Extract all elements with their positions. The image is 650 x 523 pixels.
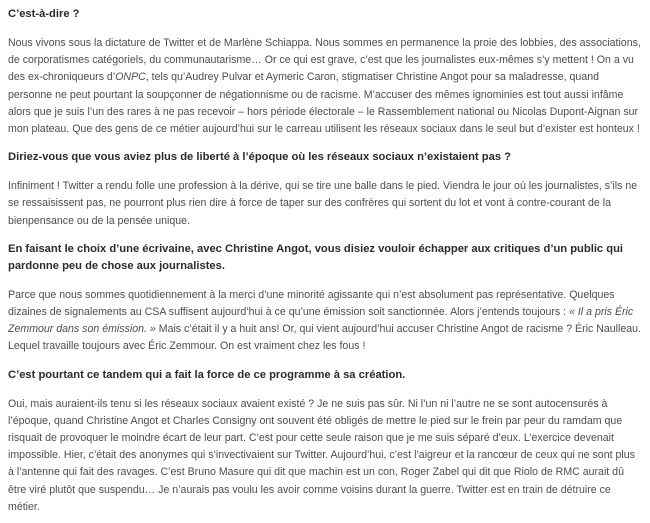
- interview-answer: [8, 35, 642, 138]
- interview-answer: [8, 178, 642, 230]
- answer-text: Oui, mais auraient-ils tenu si les réseaux sociaux avaient existé ? Je ne suis pas sûr. Ni l’un ni l’autre ne se sont autocensurés à l’époque, quand Christine Angot et Charles Consigny ont souvent été obligés de mettre le pied sur le frein par peur du ramdam que risquait de provoquer le moindre écart de leur part. C’est pour cette seule raison que je me suis séparé d’eux. L’exercice devenait impossible. Hier, c’était des anonymes qui s’invectivaient sur Twitter. Aujourd’hui, c’est l’aigreur et la rancœur de ceux qui ne sont plus à l’antenne qui fait des ravages. C’est Bruno Masure qui dit que machin est un con, Roger Zabel qui dit que Riolo de RMC aurait dû être viré plutôt que suspendu… Je n’aurais pas voulu les avoir comme voisins durant la guerre. Twitter est en train de détruire ce métier.: [8, 397, 635, 513]
- answer-text: , tels qu’Audrey Pulvar et Aymeric Caron, stigmatiser Christine Angot pour sa maladresse, quand personne ne peut pourtant la soupçonner de négationnisme ou de racisme. M’accuser des mêmes ignominies est tout aussi infâme alors que je suis l’un des rares à ne pas recevoir – hors période électorale – le Rassemblement national ou Nicolas Dupont-Aignan sur mon plateau. Que des gens de ce métier aujourd’hui sur le carreau utilisent les réseaux sociaux dans le seul but d’exister est honteux !: [8, 71, 640, 136]
- answer-text: Nous vivons sous la dictature de Twitter et de Marlène Schiappa. Nous sommes en permanence la proie des lobbies, des associations, de corporatismes catégoriels, du communautarisme… Or ce qui est grave, c’est que les journalistes eux-mêmes s’y mettent ! On a vu des ex-chroniqueurs d’: [8, 37, 641, 84]
- answer-text: Mais c’était il y a huit ans! Or, qui vient aujourd’hui accuser Christine Angot de racisme ? Éric Naulleau. Lequel travaille toujours avec Éric Zemmour. On est vraiment chez les fous !: [8, 323, 641, 353]
- show-title: ONPC: [115, 71, 146, 84]
- answer-text: Infiniment ! Twitter a rendu folle une profession à la dérive, qui se tire une balle dans le pied. Viendra le jour où les journalistes, s’ils ne se ressaisissent pas, ne pourront plus rien dire à force de taper sur des confrères qui sortent du lot et vont à contre-courant de la bienpensance ou de la pensée unique.: [8, 180, 638, 227]
- answer-text: Parce que nous sommes quotidiennement à la merci d’une minorité agissante qui n’est absolument pas représentative. Quelques dizaines de signalements au CSA suffisent aujourd’hui à ce qu’une émission soit sanctionnée. Alors j’entends toujours :: [8, 288, 615, 319]
- quoted-remark: « Il a pris Éric Zemmour dans son émission. »: [8, 306, 634, 336]
- interview-answer: [8, 396, 642, 516]
- interview-question: Diriez-vous que vous aviez plus de liberté à l’époque où les réseaux sociaux n’existaient pas ?: [8, 151, 511, 164]
- interview-answer: [8, 287, 642, 356]
- interview-question: C’est pourtant ce tandem qui a fait la force de ce programme à sa création.: [8, 368, 406, 381]
- interview-question: En faisant le choix d’une écrivaine, avec Christine Angot, vous disiez vouloir échapper aux critiques d’un public qui pardonne peu de chose aux journalistes.: [8, 242, 624, 272]
- interview-question: C’est-à-dire ?: [8, 8, 80, 20]
